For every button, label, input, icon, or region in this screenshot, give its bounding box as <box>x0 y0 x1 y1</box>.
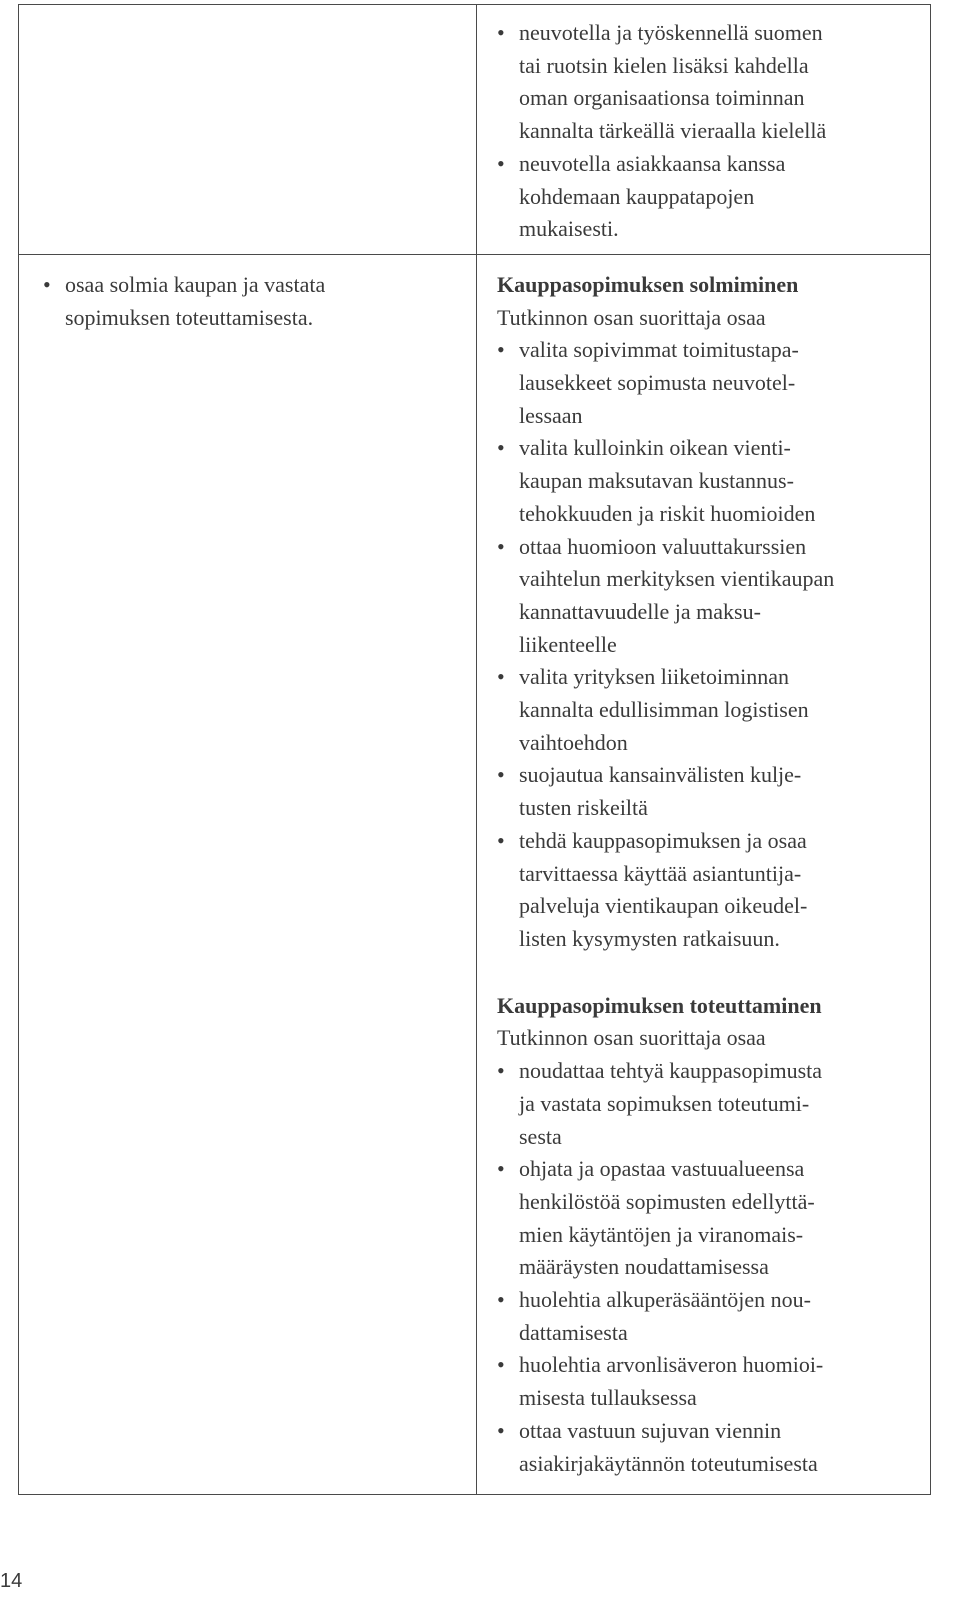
list-item: • valita yrityksen liiketoiminnan kannalta edullisimman logistisen vaihtoehdon <box>497 661 924 759</box>
table-row <box>19 5 931 255</box>
section-contract-execution <box>497 990 924 1481</box>
section-contract-conclusion <box>497 269 924 956</box>
list-item: • valita sopivimmat toimitustapa- lausekkeet sopimusta neuvotel- lessaan <box>497 334 924 432</box>
list-item: • neuvotella ja työskennellä suomen tai ruotsin kielen lisäksi kahdella oman organisaationsa toiminnan kannalta tärkeällä vieraalla kielellä <box>497 17 924 148</box>
main-left-list <box>43 269 466 334</box>
list-item: • ohjata ja opastaa vastuualueensa henkilöstöä sopimusten edellyttä- mien käytäntöjen ja viranomais- määräysten noudattamisessa <box>497 1153 924 1284</box>
list-item: • osaa solmia kaupan ja vastata sopimuksen toteuttamisesta. <box>43 269 466 334</box>
section-heading: Kauppasopimuksen toteuttaminen <box>497 992 822 1018</box>
list-item: • neuvotella asiakkaansa kanssa kohdemaan kauppatapojen mukaisesti. <box>497 148 924 246</box>
main-right-cell <box>477 254 931 1494</box>
list-item: • suojautua kansainvälisten kulje- tusten riskeiltä <box>497 759 924 824</box>
section-intro: Tutkinnon osan suorittaja osaa <box>497 1025 766 1051</box>
list-item: • ottaa vastuun sujuvan viennin asiakirjakäytännön toteutumisesta <box>497 1415 924 1480</box>
list-item: • noudattaa tehtyä kauppasopimusta ja vastata sopimuksen toteutumi- sesta <box>497 1055 924 1153</box>
requirements-table <box>18 4 931 1495</box>
list-item: • huolehtia arvonlisäveron huomioi- misesta tullauksessa <box>497 1349 924 1414</box>
section-intro: Tutkinnon osan suorittaja osaa <box>497 304 766 330</box>
top-right-cell <box>477 5 931 255</box>
list-item: • valita kulloinkin oikean vienti- kaupan maksutavan kustannus- tehokkuuden ja riskit huomioiden <box>497 432 924 530</box>
page-number: 14 <box>0 1570 23 1592</box>
top-right-list <box>497 17 924 246</box>
top-left-cell <box>19 5 477 255</box>
list-item: • ottaa huomioon valuuttakurssien vaihtelun merkityksen vientikaupan kannattavuudelle ja maksu- liikenteelle <box>497 531 924 662</box>
main-left-cell <box>19 254 477 1494</box>
section-heading: Kauppasopimuksen solmiminen <box>497 271 799 297</box>
section-list <box>497 334 924 955</box>
list-item: • huolehtia alkuperäsääntöjen nou- dattamisesta <box>497 1284 924 1349</box>
list-item: • tehdä kauppasopimuksen ja osaa tarvittaessa käyttää asiantuntija- palveluja vientikaupan oikeudel- listen kysymysten ratkaisuun. <box>497 825 924 956</box>
section-list <box>497 1055 924 1480</box>
section-spacer <box>497 956 924 990</box>
table-row <box>19 254 931 1494</box>
